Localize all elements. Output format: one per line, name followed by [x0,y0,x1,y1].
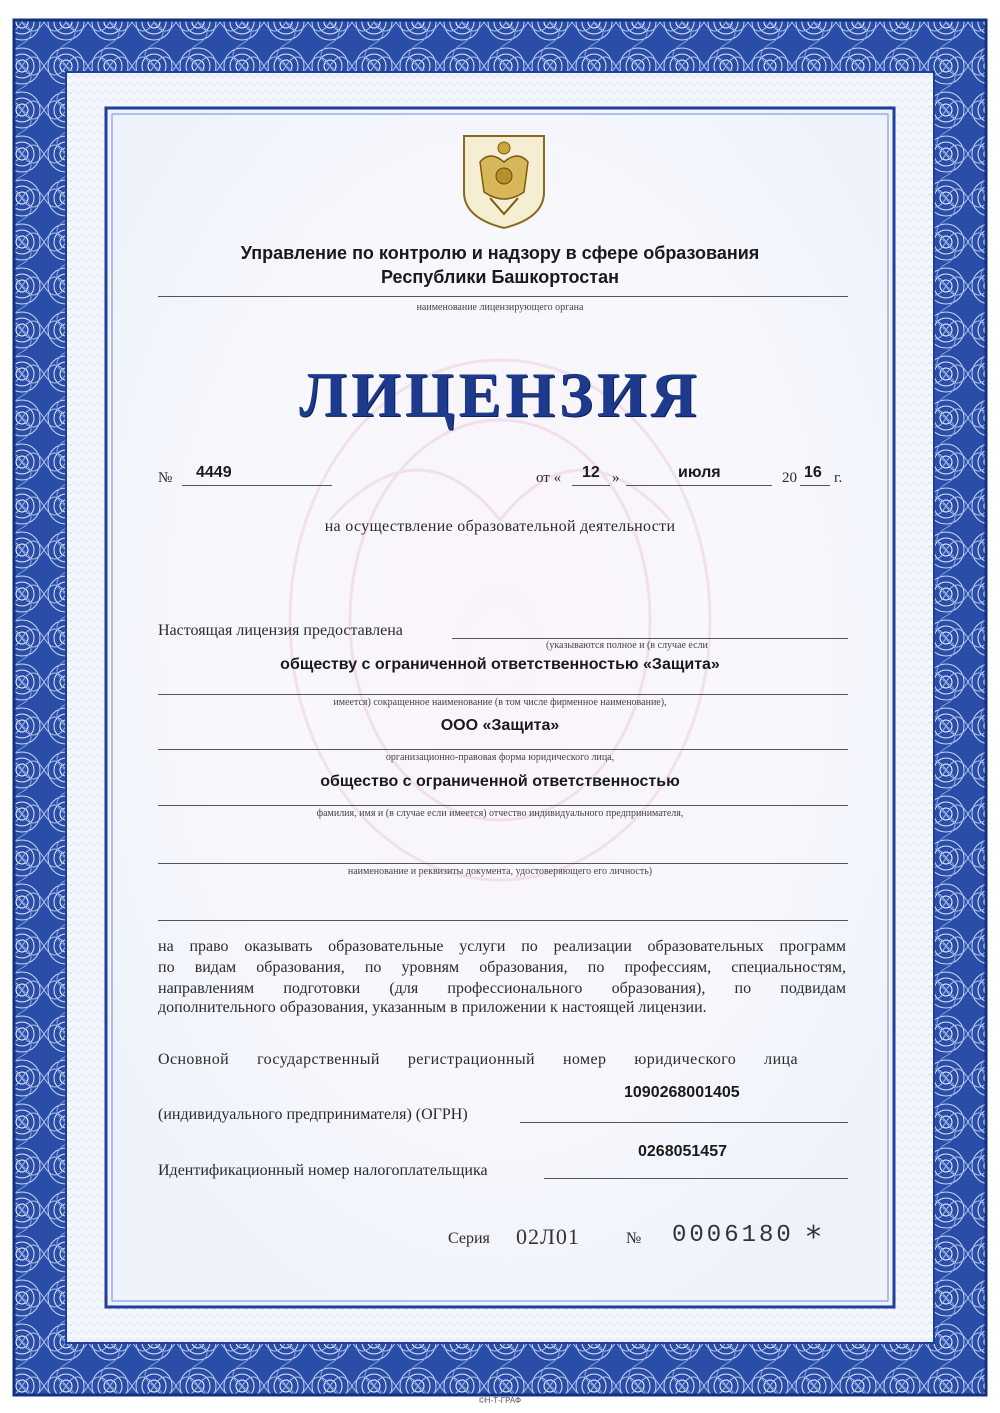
rights-line-2: по видам образования, по уровням образования, по профессиям, специальностям, [158,959,846,976]
ogrn-value: 1090268001405 [624,1084,740,1101]
granted-underline-1 [452,638,848,639]
rights-line-4: дополнительного образования, указанным в приложении к настоящей лицензии. [158,999,707,1016]
license-number: 4449 [196,464,232,481]
granted-label: Настоящая лицензия предоставлена [158,622,403,639]
granted-caption-1: (указываются полное и (в случае если [546,640,708,651]
printer-mark: ©Н-Т-ГРАФ [478,1396,522,1405]
year-underline [800,485,830,486]
inn-label: Идентификационный номер налогоплательщика [158,1162,488,1179]
granted-underline-3 [158,749,848,750]
inn-underline [544,1178,848,1179]
coat-of-arms-emblem [460,132,548,230]
licensee-short-name: ООО «Защита» [440,717,560,734]
granted-underline-2 [158,694,848,695]
granted-underline-5 [158,863,848,864]
series-value: 02Л01 [516,1224,580,1249]
ogrn-underline [520,1122,848,1123]
rights-line-3: направлениям подготовки (для профессионального образования), по подвидам [158,980,846,997]
year-label: г. [834,470,843,486]
granted-caption-5: наименование и реквизиты документа, удостоверяющего его личность) [347,866,653,877]
blank-number: 0006180 [672,1222,794,1249]
year-prefix: 20 [782,470,797,486]
license-month: июля [678,464,721,481]
authority-underline [158,296,848,297]
series-label: Серия [448,1230,490,1247]
authority-name-line2: Республики Башкортостан [381,267,619,287]
granted-caption-3: организационно-правовая форма юридического лица, [385,752,615,763]
inn-value: 0268051457 [638,1143,727,1160]
date-from-label: от « [536,470,562,486]
document-title: ЛИЦЕНЗИЯ [299,359,701,430]
authority-caption: наименование лицензирующего органа [416,302,584,313]
license-number-underline [182,485,332,486]
rights-line-1: на право оказывать образовательные услуги по реализации образовательных программ [158,938,846,955]
license-year-suffix: 16 [804,464,822,481]
day-underline [572,485,610,486]
authority-name-line1: Управление по контролю и надзору в сфере образования [240,243,760,263]
license-purpose: на осуществление образовательной деятельности [324,518,676,535]
licensee-full-name: обществу с ограниченной ответственностью «Защита» [280,656,720,673]
granted-underline-6 [158,920,848,921]
blank-asterisk-mark: * [806,1220,821,1255]
granted-caption-2: имеется) сокращенное наименование (в том числе фирменное наименование), [333,697,667,708]
ogrn-label-1: Основной государственный регистрационный номер юридического лица [158,1051,798,1068]
license-day: 12 [582,464,600,481]
licensee-legal-form: общество с ограниченной ответственностью [320,773,680,790]
month-underline [626,485,772,486]
granted-caption-4: фамилия, имя и (в случае если имеется) отчество индивидуального предпринимателя, [316,808,684,819]
license-number-label: № [158,470,173,486]
ogrn-label-2: (индивидуального предпринимателя) (ОГРН) [158,1106,468,1123]
granted-underline-4 [158,805,848,806]
date-quote-close: » [612,470,620,486]
blank-number-label: № [626,1230,642,1247]
